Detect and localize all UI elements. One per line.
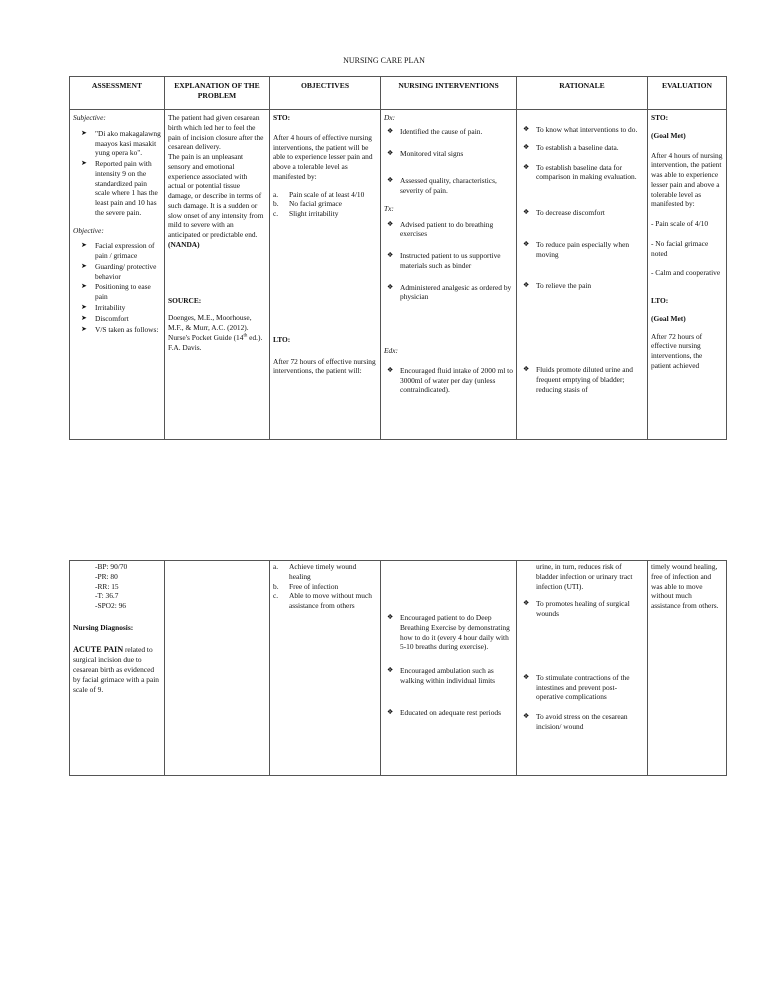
vital-sign: -T: 36.7: [95, 591, 119, 601]
eval-sto-label: STO:: [651, 113, 669, 122]
list-item: c. Able to move without much assistance from others: [273, 591, 372, 611]
diamond-bullet-icon: ❖: [387, 365, 394, 374]
list-item: ❖ Administered analgesic as ordered by physician: [387, 282, 512, 302]
assessment-cell-cont: [70, 561, 165, 776]
subjective-label: Subjective:: [73, 113, 106, 122]
list-item: ❖ To stimulate contractions of the intestines and prevent post-operative complications: [523, 672, 630, 702]
eval-sto-text: After 4 hours of nursing intervention, the patient was able to experience lesser pain and above a tolerable level as manifested by:: [651, 150, 723, 209]
rationale-list: [520, 125, 644, 394]
list-item: ➤ Positioning to ease pain: [81, 282, 151, 302]
objectives-cell: [270, 110, 381, 440]
header-explanation: EXPLANATION OF THE PROBLEM: [165, 77, 270, 110]
diamond-bullet-icon: ❖: [387, 219, 394, 228]
list-item: ❖ To promotes healing of surgical wounds: [523, 599, 630, 619]
arrow-bullet-icon: ➤: [81, 261, 87, 270]
list-item: ➤ Discomfort: [81, 313, 129, 323]
arrow-bullet-icon: ➤: [81, 128, 87, 137]
document-title: NURSING CARE PLAN: [343, 56, 425, 65]
header-objectives: OBJECTIVES: [270, 77, 381, 110]
list-item: ❖ Instructed patient to us supportive materials such as binder: [387, 251, 501, 270]
list-item: ❖ Encouraged patient to do Deep Breathing Exercise by demonstrating how to do it (every 4 hour daily with 5-10 breaths during exercise).: [387, 613, 510, 652]
diamond-bullet-icon: ❖: [387, 666, 394, 675]
sto-text: After 4 hours of effective nursing interventions, the patient will be able to experience lesser pain and above a tolerable level as manifested by:: [273, 132, 373, 181]
objective-label: Objective:: [73, 225, 104, 235]
sto-label: STO:: [273, 113, 291, 122]
header-rationale: RATIONALE: [517, 77, 648, 110]
list-item: ❖ To know what interventions to do.: [523, 125, 638, 134]
list-item: ➤ "Di ako makagalawng maayos kasi masakit yung opera ko".: [81, 128, 161, 158]
list-item: ➤ Guarding/ protective behavior: [81, 261, 157, 281]
arrow-bullet-icon: ➤: [81, 313, 87, 322]
edx-list: [384, 366, 513, 395]
eval-lto-label: LTO:: [651, 296, 669, 306]
list-item: b. No facial grimace: [273, 199, 342, 209]
list-item: ❖ Identified the cause of pain.: [387, 126, 483, 136]
eval-lto-continued: timely wound healing, free of infection and was able to move without much assistance from others.: [651, 562, 719, 611]
evaluation-cell-cont: [648, 561, 727, 776]
arrow-bullet-icon: ➤: [81, 303, 87, 312]
objective-list: [73, 241, 161, 334]
list-item: ➤ Irritability: [81, 303, 126, 313]
list-item: ❖ To establish a baseline data.: [523, 142, 619, 152]
edx-label: Edx:: [384, 346, 398, 356]
nanda-label: (NANDA): [168, 239, 200, 249]
source-label: SOURCE:: [168, 295, 202, 305]
list-item: ➤ V/S taken as follows:: [81, 324, 159, 334]
evaluation-cell: [648, 110, 727, 440]
list-item: ➤ Reported pain with intensity 9 on the standardized pain scale where 1 has the least pain and 10 has the severe pain.: [81, 159, 158, 217]
rationale-cell-cont: [517, 561, 648, 776]
diamond-bullet-icon: ❖: [523, 142, 530, 151]
diamond-bullet-icon: ❖: [387, 613, 394, 621]
care-plan-table-page-1: [69, 76, 727, 440]
lto-text: After 72 hours of effective nursing interventions, the patient will:: [273, 356, 376, 376]
eval-sto-item: - Calm and cooperative: [651, 268, 721, 278]
diamond-bullet-icon: ❖: [523, 712, 530, 721]
list-item: a. Achieve timely wound healing: [273, 562, 357, 581]
objectives-cell-cont: [270, 561, 381, 776]
list-item: ❖ To decrease discomfort: [523, 208, 605, 218]
list-item: ❖ Educated on adequate rest periods: [387, 707, 501, 717]
vitals-list: [73, 562, 161, 611]
diamond-bullet-icon: ❖: [387, 251, 394, 260]
edx-list-cont: [384, 613, 513, 717]
list-item: c. Slight irritability: [273, 209, 339, 219]
arrow-bullet-icon: ➤: [81, 324, 87, 333]
explanation-cell-cont: [165, 561, 270, 776]
eval-goal-met: (Goal Met): [651, 130, 686, 140]
diamond-bullet-icon: ❖: [523, 208, 530, 217]
vital-sign: -SPO2: 96: [95, 601, 127, 611]
explanation-cell: [165, 110, 270, 440]
header-evaluation: EVALUATION: [648, 77, 727, 110]
care-plan-table-page-2: [69, 560, 727, 776]
tx-list: [384, 220, 513, 303]
rationale-cell: [517, 110, 648, 440]
interventions-cell-cont: [381, 561, 517, 776]
list-item: ❖ Fluids promote diluted urine and frequent emptying of bladder; reducing stasis of: [523, 365, 633, 394]
dx-list: [384, 127, 513, 196]
eval-lto-goal-met: (Goal Met): [651, 313, 686, 323]
arrow-bullet-icon: ➤: [81, 241, 87, 250]
lto-label: LTO:: [273, 334, 291, 344]
interventions-cell: [381, 110, 517, 440]
list-item: b. Free of infection: [273, 581, 339, 591]
table-row: [70, 561, 727, 776]
explanation-text: The patient had given cesarean birth which led her to feel the pain of incision closure after the cesarean delivery.: [168, 113, 264, 152]
list-item: ❖ Monitored vital signs: [387, 148, 464, 158]
assessment-cell: [70, 110, 165, 440]
diamond-bullet-icon: ❖: [523, 365, 530, 374]
nursing-diagnosis-text: ACUTE PAIN related to surgical incision due to cesarean birth as evidenced by facial grimace with a pain scale of 9.: [73, 644, 159, 694]
explanation-text-2: The pain is an unpleasant sensory and emotional experience associated with actual or potential tissue damage, or describe in terms of such damage. It is a sudden or slow onset of any intensity from mild to severe with an anticipated or predictable end.: [168, 152, 264, 240]
list-item: ❖ To reduce pain especially when moving: [523, 239, 630, 259]
source-citation: Doenges, M.E., Moorhouse, M.F., & Murr, A.C. (2012). Nurse's Pocket Guide (14th ed.). F.A. Davis.: [168, 313, 263, 352]
eval-lto-text: After 72 hours of effective nursing interventions, the patient achieved: [651, 331, 703, 371]
dx-label: Dx:: [384, 113, 396, 122]
arrow-bullet-icon: ➤: [81, 282, 87, 291]
vital-sign: -PR: 80: [95, 571, 118, 581]
vital-sign: -RR: 15: [95, 581, 119, 591]
diamond-bullet-icon: ❖: [387, 126, 394, 135]
diamond-bullet-icon: ❖: [523, 162, 530, 171]
arrow-bullet-icon: ➤: [81, 159, 87, 168]
list-item: ❖ Encouraged ambulation such as walking within individual limits: [387, 666, 496, 685]
eval-sto-item: - No facial grimace noted: [651, 238, 709, 258]
diamond-bullet-icon: ❖: [387, 176, 394, 185]
diamond-bullet-icon: ❖: [523, 281, 530, 290]
diamond-bullet-icon: ❖: [523, 125, 530, 133]
diamond-bullet-icon: ❖: [523, 672, 530, 681]
eval-sto-item: - Pain scale of 4/10: [651, 219, 709, 229]
diamond-bullet-icon: ❖: [387, 148, 394, 157]
subjective-list: [73, 129, 161, 218]
table-row: [70, 110, 727, 440]
header-assessment: ASSESSMENT: [70, 77, 165, 110]
list-item: ❖ To avoid stress on the cesarean incision/ wound: [523, 712, 628, 731]
list-item: ❖ Encouraged fluid intake of 2000 ml to 3000ml of water per day (unless contraindicated).: [387, 365, 513, 395]
list-item: ❖ Advised patient to do breathing exercises: [387, 219, 494, 239]
diamond-bullet-icon: ❖: [387, 282, 394, 291]
list-item: ➤ Facial expression of pain / grimace: [81, 241, 155, 261]
rationale-list-cont: [520, 599, 644, 731]
list-item: a. Pain scale of at least 4/10: [273, 189, 365, 199]
vital-sign: -BP: 90/70: [95, 562, 128, 571]
diamond-bullet-icon: ❖: [387, 707, 394, 716]
rationale-continued: urine, in turn, reduces risk of bladder infection or urinary tract infection (UTI).: [536, 562, 633, 591]
diamond-bullet-icon: ❖: [523, 599, 530, 608]
header-interventions: NURSING INTERVENTIONS: [381, 77, 517, 110]
list-item: ❖ To relieve the pain: [523, 281, 592, 291]
diamond-bullet-icon: ❖: [523, 239, 530, 248]
tx-label: Tx:: [384, 203, 394, 213]
header-row: [70, 77, 727, 110]
list-item: ❖ To establish baseline data for comparison in making evaluation.: [523, 162, 637, 182]
sto-criteria-list: [273, 190, 377, 219]
lto-criteria-list: [273, 562, 377, 611]
nursing-diagnosis-label: Nursing Diagnosis:: [73, 622, 134, 632]
list-item: ❖ Assessed quality, characteristics, severity of pain.: [387, 176, 497, 196]
